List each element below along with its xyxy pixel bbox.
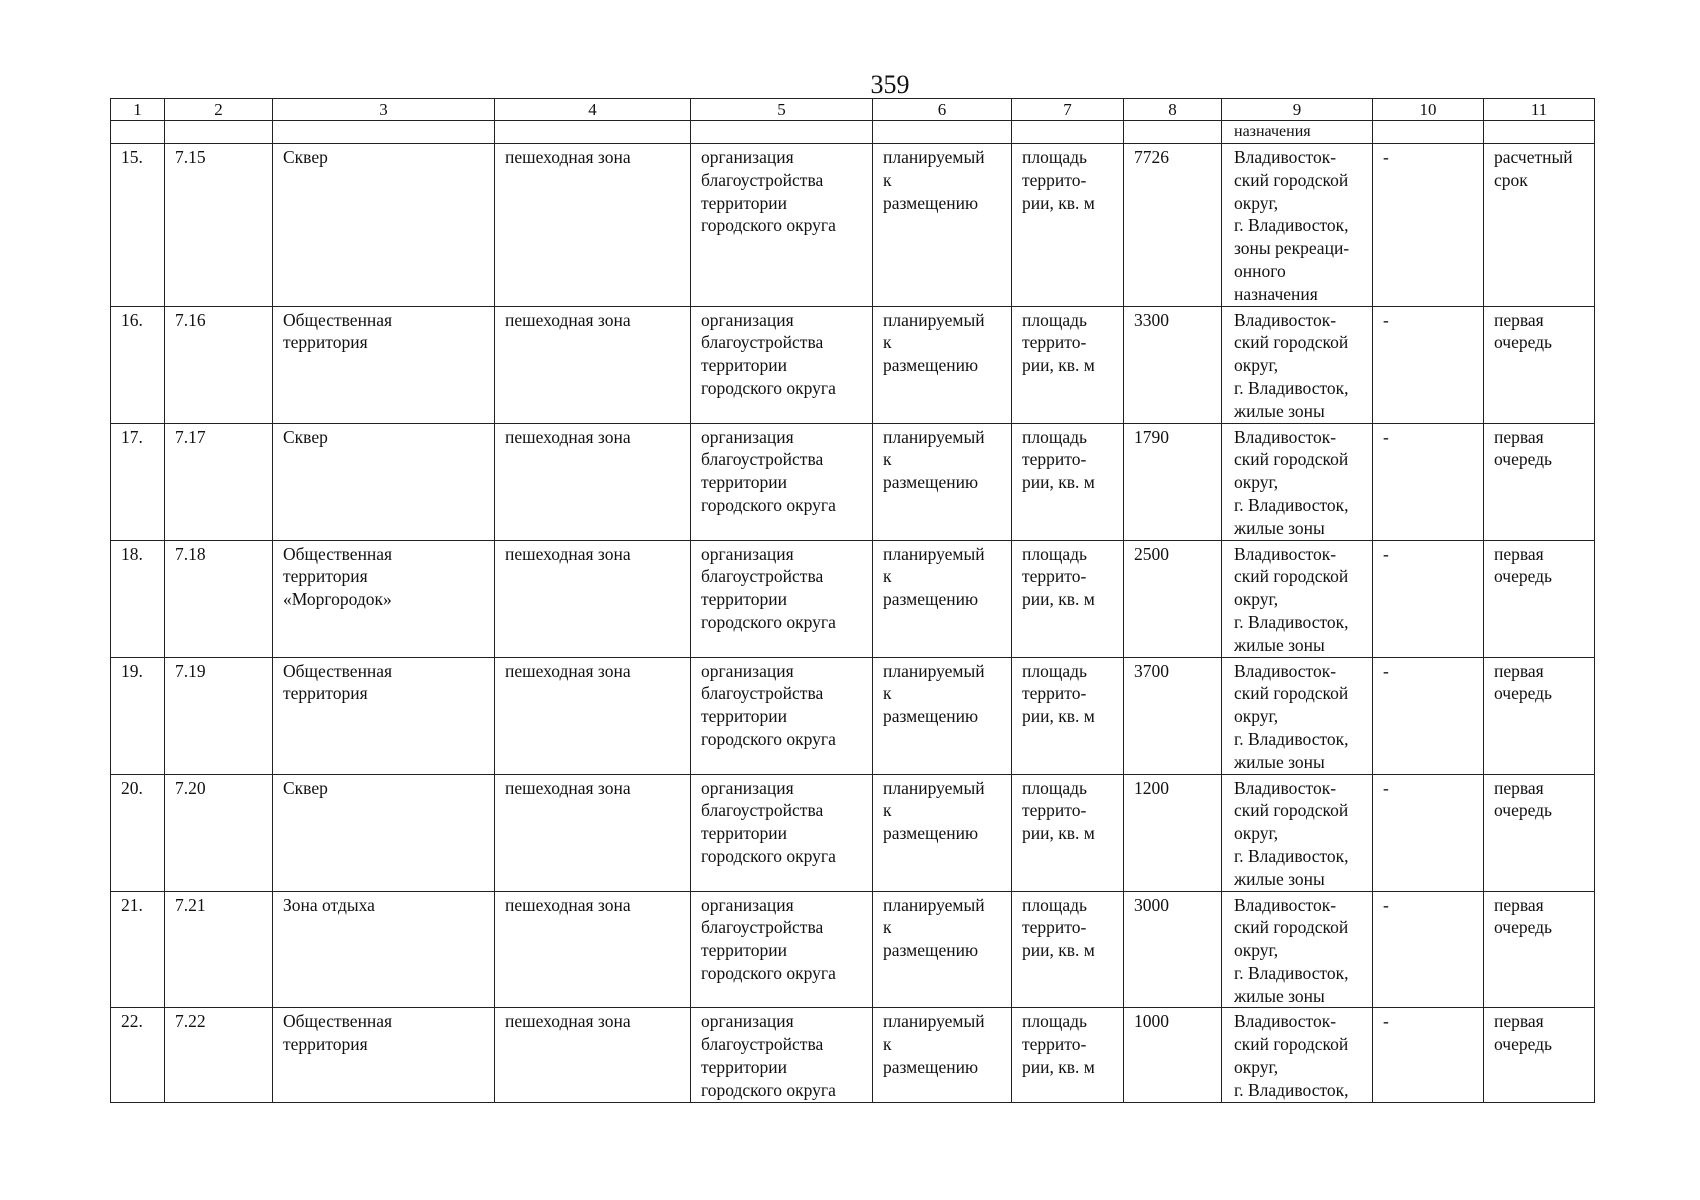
table-cell-col-4: [495, 121, 691, 144]
table-cell-col-11: расчетный срок: [1484, 144, 1595, 307]
table-row: [111, 423, 1595, 540]
table-cell-col-10: -: [1373, 657, 1484, 774]
table-row: [111, 1008, 1595, 1102]
table-cell-col-5: организация благоустройства территории городского округа: [691, 306, 873, 423]
table-cell-col-9: Владивосток- ский городской округ, г. Владивосток, жилые зоны: [1222, 540, 1373, 657]
table-cell-col-8: 1000: [1124, 1008, 1222, 1102]
table-cell-col-7: площадь террито- рии, кв. м: [1012, 1008, 1124, 1102]
table-cell-col-1: 20.: [111, 774, 165, 891]
table-cell-col-2: 7.18: [165, 540, 273, 657]
table-cell-col-4: пешеходная зона: [495, 657, 691, 774]
table-cell-col-6: [873, 121, 1012, 144]
table-cell-col-11: 11: [1484, 99, 1595, 121]
table-cell-col-9: Владивосток- ский городской округ, г. Владивосток, жилые зоны: [1222, 306, 1373, 423]
table-cell-col-9: Владивосток- ский городской округ, г. Владивосток, жилые зоны: [1222, 891, 1373, 1008]
table-cell-col-7: [1012, 121, 1124, 144]
table-cell-col-8: 3000: [1124, 891, 1222, 1008]
table-cell-col-2: 7.20: [165, 774, 273, 891]
table-cell-col-3: Общественная территория: [273, 657, 495, 774]
table-cell-col-7: площадь террито- рии, кв. м: [1012, 657, 1124, 774]
table-cell-col-11: первая очередь: [1484, 774, 1595, 891]
table-cell-col-3: [273, 121, 495, 144]
table-cell-col-1: 22.: [111, 1008, 165, 1102]
table-cell-col-2: 7.17: [165, 423, 273, 540]
table-cell-col-7: площадь террито- рии, кв. м: [1012, 144, 1124, 307]
table-cell-col-9: Владивосток- ский городской округ, г. Владивосток, жилые зоны: [1222, 423, 1373, 540]
table-cell-col-6: планируемый к размещению: [873, 306, 1012, 423]
table-cell-col-5: организация благоустройства территории городского округа: [691, 540, 873, 657]
table-cell-col-10: -: [1373, 423, 1484, 540]
table-cell-col-6: планируемый к размещению: [873, 774, 1012, 891]
table-cell-col-2: 7.15: [165, 144, 273, 307]
table-cell-col-5: организация благоустройства территории городского округа: [691, 774, 873, 891]
table-cell-col-1: 17.: [111, 423, 165, 540]
table-cell-col-11: первая очередь: [1484, 657, 1595, 774]
table-cell-col-2: 7.21: [165, 891, 273, 1008]
table-cell-col-2: 7.16: [165, 306, 273, 423]
table-cell-col-1: [111, 121, 165, 144]
table-cell-col-11: первая очередь: [1484, 423, 1595, 540]
table-cell-col-4: пешеходная зона: [495, 144, 691, 307]
table-cell-col-5: организация благоустройства территории городского округа: [691, 1008, 873, 1102]
table-cell-col-7: площадь террито- рии, кв. м: [1012, 891, 1124, 1008]
table-cell-col-2: [165, 121, 273, 144]
table-cell-col-4: пешеходная зона: [495, 540, 691, 657]
table-cell-col-11: [1484, 121, 1595, 144]
table-cell-col-1: 18.: [111, 540, 165, 657]
table-row: [111, 540, 1595, 657]
table-cell-col-6: планируемый к размещению: [873, 891, 1012, 1008]
table-cell-col-4: пешеходная зона: [495, 306, 691, 423]
table-cell-col-10: -: [1373, 774, 1484, 891]
table-cell-col-8: 1200: [1124, 774, 1222, 891]
table-cell-col-3: Сквер: [273, 774, 495, 891]
table-cell-col-3: Зона отдыха: [273, 891, 495, 1008]
table-cell-col-10: 10: [1373, 99, 1484, 121]
table-cell-col-10: -: [1373, 1008, 1484, 1102]
table-cell-col-4: 4: [495, 99, 691, 121]
table-cell-col-9: 9: [1222, 99, 1373, 121]
table-cell-col-9: Владивосток- ский городской округ, г. Владивосток,: [1222, 1008, 1373, 1102]
table-cell-col-7: площадь террито- рии, кв. м: [1012, 423, 1124, 540]
continued-row: [111, 121, 1595, 144]
table-cell-col-7: площадь террито- рии, кв. м: [1012, 306, 1124, 423]
table-cell-col-9: Владивосток- ский городской округ, г. Владивосток, жилые зоны: [1222, 774, 1373, 891]
table-cell-col-11: первая очередь: [1484, 540, 1595, 657]
table-cell-col-7: 7: [1012, 99, 1124, 121]
table-cell-col-9: назначения: [1222, 121, 1373, 144]
table-cell-col-8: 2500: [1124, 540, 1222, 657]
table-cell-col-10: [1373, 121, 1484, 144]
table-cell-col-2: 7.22: [165, 1008, 273, 1102]
table-row: [111, 144, 1595, 307]
table-cell-col-8: 3300: [1124, 306, 1222, 423]
table-cell-col-8: [1124, 121, 1222, 144]
table-cell-col-5: 5: [691, 99, 873, 121]
column-number-header-row: [111, 99, 1595, 121]
table-body: [111, 99, 1595, 1103]
table-cell-col-4: пешеходная зона: [495, 774, 691, 891]
table-cell-col-11: первая очередь: [1484, 891, 1595, 1008]
table-cell-col-1: 1: [111, 99, 165, 121]
table-cell-col-3: Сквер: [273, 423, 495, 540]
table-cell-col-1: 19.: [111, 657, 165, 774]
table-row: [111, 306, 1595, 423]
page-number: 359: [870, 70, 910, 99]
table-cell-col-5: организация благоустройства территории городского округа: [691, 657, 873, 774]
table-row: [111, 657, 1595, 774]
table-cell-col-6: 6: [873, 99, 1012, 121]
table-cell-col-10: -: [1373, 891, 1484, 1008]
table-cell-col-1: 15.: [111, 144, 165, 307]
table-cell-col-3: Общественная территория: [273, 306, 495, 423]
table-cell-col-1: 16.: [111, 306, 165, 423]
table-cell-col-5: организация благоустройства территории городского округа: [691, 423, 873, 540]
table-cell-col-10: -: [1373, 144, 1484, 307]
table-cell-col-10: -: [1373, 306, 1484, 423]
table-cell-col-5: организация благоустройства территории городского округа: [691, 891, 873, 1008]
table-cell-col-11: первая очередь: [1484, 306, 1595, 423]
table-cell-col-3: Общественная территория: [273, 1008, 495, 1102]
table-cell-col-5: организация благоустройства территории городского округа: [691, 144, 873, 307]
table-cell-col-7: площадь террито- рии, кв. м: [1012, 774, 1124, 891]
table-cell-col-2: 7.19: [165, 657, 273, 774]
table-cell-col-2: 2: [165, 99, 273, 121]
table-cell-col-8: 1790: [1124, 423, 1222, 540]
table-cell-col-4: пешеходная зона: [495, 891, 691, 1008]
table-cell-col-3: Общественная территория «Моргородок»: [273, 540, 495, 657]
table-cell-col-1: 21.: [111, 891, 165, 1008]
table-cell-col-6: планируемый к размещению: [873, 540, 1012, 657]
table-cell-col-6: планируемый к размещению: [873, 423, 1012, 540]
table-cell-col-6: планируемый к размещению: [873, 144, 1012, 307]
planning-table: [110, 98, 1595, 1103]
table-cell-col-3: 3: [273, 99, 495, 121]
table-cell-col-9: Владивосток- ский городской округ, г. Владивосток, зоны рекреаци- онного назначения: [1222, 144, 1373, 307]
table-row: [111, 891, 1595, 1008]
table-cell-col-8: 3700: [1124, 657, 1222, 774]
table-cell-col-7: площадь террито- рии, кв. м: [1012, 540, 1124, 657]
table-cell-col-8: 7726: [1124, 144, 1222, 307]
table-cell-col-8: 8: [1124, 99, 1222, 121]
table-cell-col-4: пешеходная зона: [495, 423, 691, 540]
table-cell-col-6: планируемый к размещению: [873, 1008, 1012, 1102]
table-cell-col-4: пешеходная зона: [495, 1008, 691, 1102]
table-cell-col-10: -: [1373, 540, 1484, 657]
table-cell-col-6: планируемый к размещению: [873, 657, 1012, 774]
table-cell-col-5: [691, 121, 873, 144]
table-cell-col-9: Владивосток- ский городской округ, г. Владивосток, жилые зоны: [1222, 657, 1373, 774]
table-cell-col-11: первая очередь: [1484, 1008, 1595, 1102]
table-cell-col-3: Сквер: [273, 144, 495, 307]
table-row: [111, 774, 1595, 891]
